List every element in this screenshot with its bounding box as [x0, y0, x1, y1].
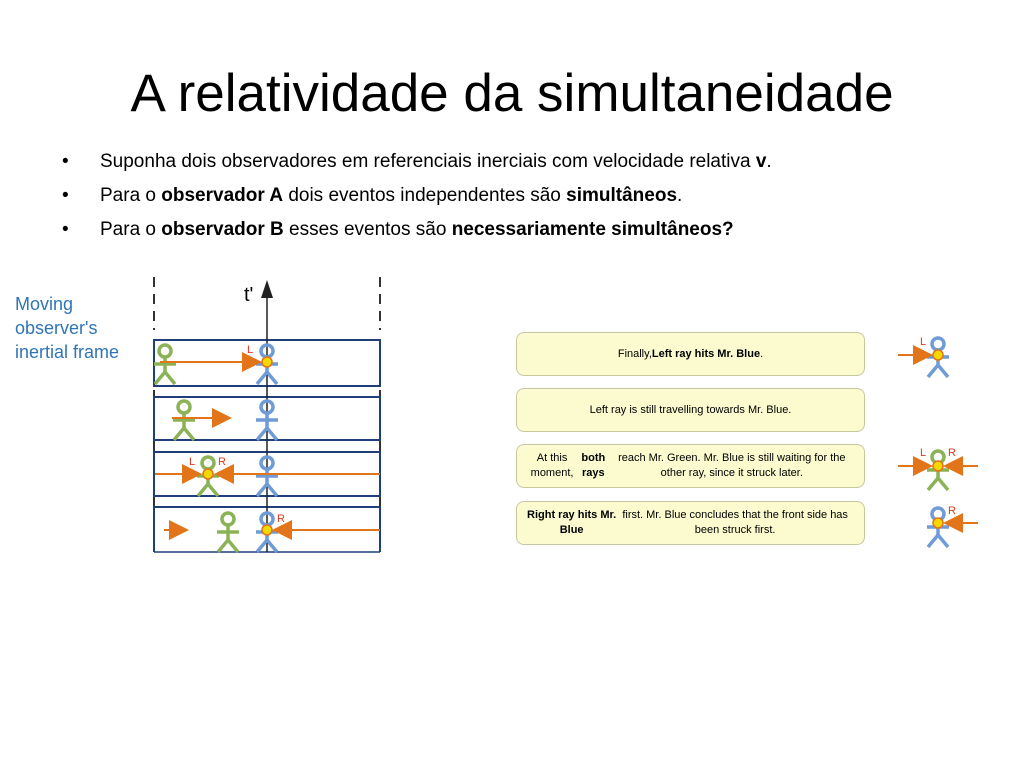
caption-box-1	[516, 332, 865, 376]
hit-point-icon	[933, 518, 943, 528]
text-run: esses eventos são	[283, 219, 452, 240]
caption-box-4	[516, 501, 865, 545]
bold-text: observador A	[161, 185, 284, 206]
ray-label-left: L	[189, 456, 196, 468]
slide-title: A relatividade da simultaneidade	[130, 64, 894, 123]
text-run: .	[766, 151, 772, 172]
text-run: .	[760, 347, 764, 360]
bullet-marker: •	[62, 151, 69, 172]
bullet-marker: •	[62, 185, 69, 206]
ray-label-right: R	[277, 513, 285, 525]
text-run: At this moment,	[530, 452, 574, 479]
caption-box-3	[516, 444, 865, 488]
bold-text: v	[755, 151, 767, 172]
text-run: Para o	[100, 219, 162, 240]
ray-label-left: L	[920, 447, 927, 459]
ray-label-right: R	[948, 447, 956, 459]
time-axis-arrowhead	[261, 280, 273, 298]
text-run: dois eventos independentes são	[283, 185, 567, 206]
ray-label-right: R	[948, 505, 956, 517]
time-axis-label: t'	[244, 284, 254, 306]
bold-text: Left ray hits Mr. Blue	[651, 347, 761, 360]
text-run: first. Mr. Blue concludes that the front side has been struck first.	[622, 509, 848, 536]
hit-point-icon	[933, 350, 943, 360]
hit-point-icon	[262, 357, 272, 367]
frame-label: Moving observer's inertial frame	[15, 294, 120, 362]
ray-label-right: R	[218, 456, 226, 468]
bold-text: both rays	[581, 452, 606, 479]
text-run: Para o	[100, 185, 162, 206]
bold-text: necessariamente simultâneos?	[451, 219, 734, 240]
text-run: Suponha dois observadores em referenciais inerciais com velocidade relativa	[100, 151, 756, 172]
bullet-marker: •	[62, 219, 69, 240]
green-observer-icon	[154, 345, 176, 384]
bold-text: simultâneos	[566, 185, 678, 206]
hit-point-icon	[262, 525, 272, 535]
text-run: Finally,	[617, 347, 652, 360]
ray-label-left: L	[247, 344, 254, 356]
text-run: reach Mr. Green. Mr. Blue is still waiting for the other ray, since it struck later.	[618, 452, 846, 479]
text-run: Left ray is still travelling towards Mr. Blue.	[589, 403, 792, 416]
bold-text: Right ray hits Mr. Blue	[527, 509, 617, 536]
bold-text: observador B	[161, 219, 284, 240]
text-run: .	[677, 185, 683, 206]
ray-label-left: L	[920, 336, 927, 348]
green-observer-icon	[217, 513, 239, 552]
caption-box-2	[516, 388, 865, 432]
green-observer-icon	[173, 401, 195, 440]
hit-point-icon	[203, 469, 213, 479]
hit-point-icon	[933, 461, 943, 471]
